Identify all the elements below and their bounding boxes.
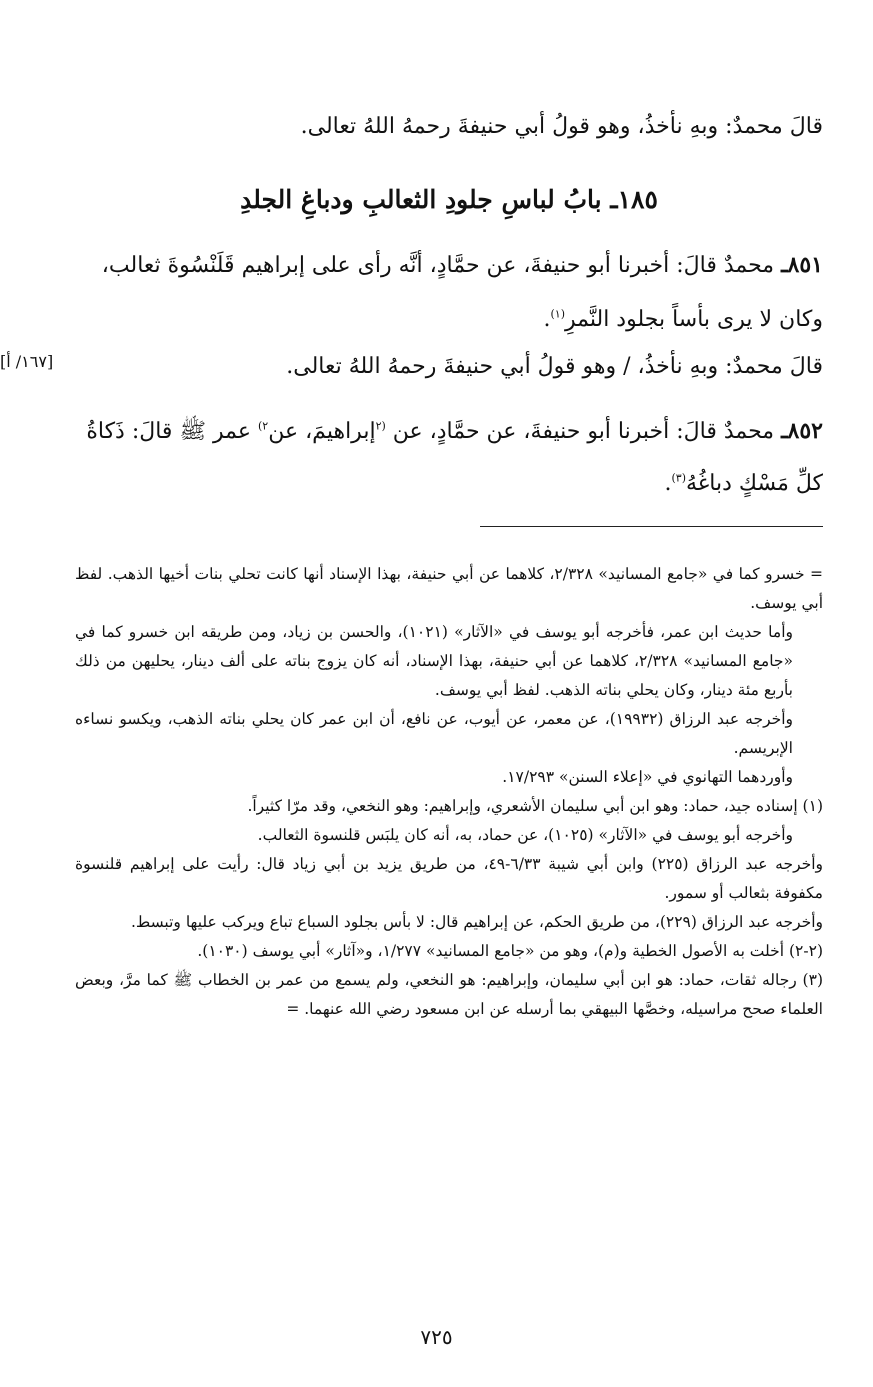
margin-manuscript-reference: [١٦٧/ أ] [0,352,54,371]
hadith-end: . [543,307,551,332]
hadith-852 [75,405,823,510]
chapter-heading: ١٨٥ـ بابُ لباسِ جلودِ الثعالبِ ودباغِ الجلدِ [240,185,658,214]
page-number: ٧٢٥ [420,1325,453,1349]
footnote-paragraph: وأما حديث ابن عمر، فأخرجه أبو يوسف في «الآثار» (١٠٢١)، والحسن بن زياد، ومن طريقه ابن خسرو كما في «جامع المسانيد» ٢/٣٢٨، كلاهما عن أبي حنيفة، بهذا الإسناد، أنه كان يزوج بناته على ألف دينار، يحليهن من ذلك بأربع مئة دينار، وكان يحلي بناته الذهب. لفظ أبي يوسف. [75,623,793,699]
hadith-number: ٨٥٢ـ [781,418,823,444]
footnote-separator [480,526,823,527]
footnote-continued: = خسرو كما في «جامع المسانيد» ٢/٣٢٨، كلاهما عن أبي حنيفة، بهذا الإسناد أنها كانت تحلي بنات أخيها الذهب. لفظ أبي يوسف. [75,565,823,612]
footnote-paragraph: وأخرجه عبد الرزاق (١٩٩٣٢)، عن معمر، عن أيوب، عن نافع، أن ابن عمر كان يحلي بناته الذهب، ويكسو نساءه الإبريسم. [75,710,794,757]
hadith-text-part: محمدٌ قالَ: أخبرنا أبو حنيفةَ، عن حمَّادٍ، عن [392,419,775,444]
opening-paragraph-text: قالَ محمدٌ: وبهِ نأخذُ، وهو قولُ أبي حنيفةَ رحمهُ اللهُ تعالى. [300,114,823,139]
opening-paragraph [75,100,823,154]
hadith-text-part: إبراهيمَ، عن [268,419,376,444]
hadith-text: محمدٌ قالَ: أخبرنا أبو حنيفةَ، عن حمَّادٍ، أنَّه رأى على إبراهيم قَلَنْسُوةَ ثعالب، وكان لا يرى بأساً بجلود النَّمرِ [101,253,823,332]
hadith-851 [75,238,823,347]
middle-paragraph-text: قالَ محمدٌ: وبهِ نأخذُ، / وهو قولُ أبي حنيفةَ رحمهُ اللهُ تعالى. [286,354,823,379]
footnotes [75,560,823,1024]
footnote-marker: (١) [550,307,565,321]
hadith-end: . [664,471,672,496]
footnote-marker: (٢ [375,419,386,433]
footnote-marker: (٣) [671,471,686,485]
footnote-paragraph: وأخرجه عبد الرزاق (٢٢٩)، من طريق الحكم، عن إبراهيم قال: لا بأس بجلود السباع تباع ويركب عليها وتبسط. [130,913,823,931]
footnote-marker: ٢) [258,419,269,433]
footnote-1: (١) إسناده جيد، حماد: وهو ابن أبي سليمان الأشعري، وإبراهيم: وهو النخعي، وقد مرّا كثيراً. [247,797,823,815]
hadith-text-part: عمر ﷺ قالَ: ذَكاةُ كلِّ مَسْكٍ دباغُهُ [86,419,823,496]
middle-paragraph [75,340,823,394]
footnote-3: (٣) رجاله ثقات، حماد: هو ابن أبي سليمان، وإبراهيم: هو النخعي، ولم يسمع من عمر بن الخطاب ﷺ كما مرَّ، وبعض العلماء صحح مراسيله، وخصَّها البيهقي بما أرسله عن ابن مسعود رضي الله عنهما. = [75,971,823,1018]
hadith-number: ٨٥١ـ [781,252,823,278]
footnote-paragraph: وأخرجه أبو يوسف في «الآثار» (١٠٢٥)، عن حماد، به، أنه كان يلبَس قلنسوة الثعالب. [257,826,793,844]
footnote-2-2: (٢-٢) أخلت به الأصول الخطية و(م)، وهو من «جامع المسانيد» ١/٢٧٧، و«آثار» أبي يوسف (١٠٣٠). [197,942,823,960]
footnote-paragraph: وأوردهما التهانوي في «إعلاء السنن» ١٧/٢٩٣. [502,768,793,786]
footnote-paragraph: وأخرجه عبد الرزاق (٢٢٥) وابن أبي شيبة ٦/٣٣-٤٩، من طريق يزيد بن أبي زياد قال: رأيت على إبراهيم قلنسوة مكفوفة بثعالب أو سمور. [75,855,823,902]
